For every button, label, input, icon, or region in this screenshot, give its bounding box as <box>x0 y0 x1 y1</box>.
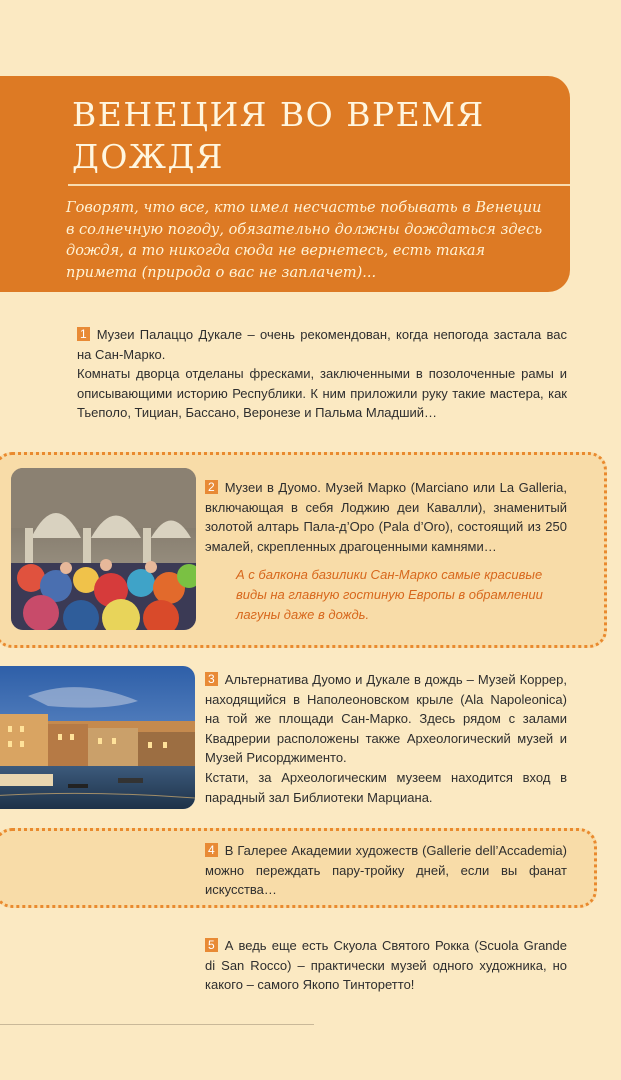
item-1 <box>77 325 567 423</box>
item-4 <box>205 841 567 900</box>
page-title <box>72 94 552 178</box>
title-divider <box>68 184 570 186</box>
item-5 <box>205 936 567 995</box>
item-number-badge: 3 <box>205 672 218 686</box>
canal-photo-image <box>0 666 195 809</box>
footer-divider <box>0 1024 314 1025</box>
item-3-text-2: Кстати, за Археологическим музеем находится вход в парадный зал Библиотеки Марциана. <box>205 769 567 805</box>
item-2-quote: А с балкона базилики Сан-Марко самые красивые виды на главную гостиную Европы в обрамлении лагуны даже в дождь. <box>236 567 543 622</box>
item-3-text: Альтернатива Дуомо и Дукале в дождь – Музей Коррер, находящийся в Наполеоновском крыле (Ala Napoleonica) на той же площади Сан-Марко. Здесь рядом с залами Квадрерии расположены также Археологический музей и Музей Рисорджименто. <box>205 672 567 766</box>
photo-crowd-umbrellas <box>11 468 196 630</box>
item-number-badge: 5 <box>205 938 218 952</box>
item-1-paragraph <box>77 325 567 364</box>
item-1-text: Музеи Палаццо Дукале – очень рекомендован, когда непогода застала вас на Сан-Марко. <box>77 327 567 362</box>
photo-canal-night <box>0 666 195 809</box>
item-4-text: В Галерее Академии художеств (Gallerie dell’Accademia) можно переждать пару-тройку дней, если вы фанат искусства… <box>205 843 567 898</box>
item-2 <box>205 478 567 556</box>
item-3-paragraph <box>205 670 567 768</box>
crowd-photo-image <box>11 468 196 630</box>
title-line-2: ДОЖДЯ <box>72 137 224 176</box>
intro-text: Говорят, что все, кто имел несчастье побывать в Венеции в солнечную погоду, обязательно должны дождаться здесь дождя, а то никогда сюда не вернетесь, есть такая примета (природа о вас не заплачет)... <box>66 200 543 281</box>
item-2-text: Музеи в Дуомо. Музей Марко (Marciano или La Galleria, включающая в себя Лоджию деи Кавалли), знаменитый золотой алтарь Пала-д’Оро (Pala d’Oro), состоящий из 250 эмалей, скрепленных драгоценными камнями… <box>205 480 567 554</box>
item-number-badge: 4 <box>205 843 218 857</box>
item-number-badge: 2 <box>205 480 218 494</box>
title-line-1: ВЕНЕЦИЯ ВО ВРЕМЯ <box>72 95 485 134</box>
item-3 <box>205 670 567 807</box>
item-1-text-2: Комнаты дворца отделаны фресками, заключенными в позолоченные рамы и описывающими историю Республики. К ним приложили руку такие мастера, как Тьеполо, Тициан, Бассано, Веронезе и Пальма Младший… <box>77 366 567 421</box>
item-number-badge: 1 <box>77 327 90 341</box>
header-banner <box>0 76 570 292</box>
item-5-text: А ведь еще есть Скуола Святого Рокка (Scuola Grande di San Rocco) – практически музей одного художника, но какого – самого Якопо Тинторетто! <box>205 938 567 993</box>
